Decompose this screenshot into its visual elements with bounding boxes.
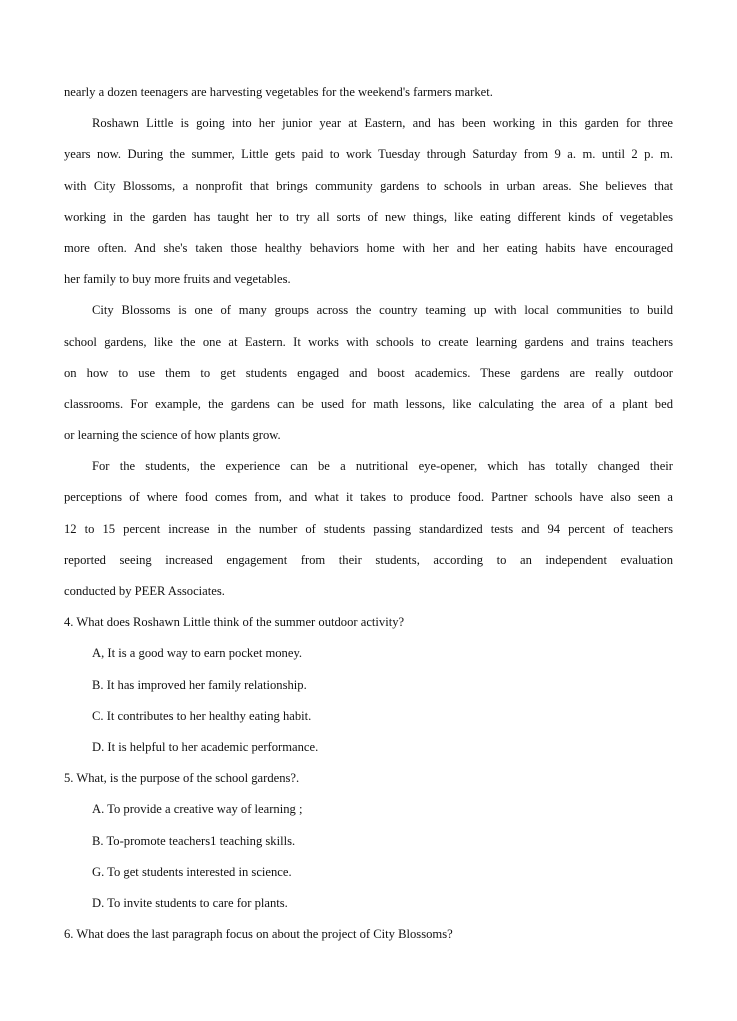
passage-line: years now. During the summer, Little gets paid to work Tuesday through Saturday from 9 a. m. until 2 p. m. [64,147,673,162]
passage-line: on how to use them to get students engaged and boost academics. These gardens are really outdoor [64,365,673,380]
question-text: 4. What does Roshawn Little think of the summer outdoor activity? [64,615,405,630]
question-5 [64,763,673,919]
passage-line: conducted by PEER Associates. [64,584,225,598]
passage-line: or learning the science of how plants grow. [64,428,281,443]
passage-line: 12 to 15 percent increase in the number of students passing standardized tests and 94 percent of teachers [64,521,673,536]
reading-passage [64,77,673,607]
passage-line: For the students, the experience can be a nutritional eye-opener, which has totally changed their [92,459,673,474]
document-page [64,77,673,950]
passage-line: more often. And she's taken those healthy behaviors home with her and her eating habits have encouraged [64,240,673,255]
answer-option-c: C. It contributes to her healthy eating habit. [92,708,312,723]
passage-line: reported seeing increased engagement from their students, according to an independent evaluation [64,552,673,567]
paragraph-2 [64,108,673,295]
question-4 [64,607,673,763]
answer-option-a: A, It is a good way to earn pocket money. [92,646,303,661]
answer-option-d: D. It is helpful to her academic performance. [92,739,319,754]
passage-line: City Blossoms is one of many groups across the country teaming up with local communities to build [92,303,673,318]
paragraph-4 [64,451,673,607]
passage-line: perceptions of where food comes from, and what it takes to produce food. Partner schools have also seen a [64,490,673,505]
answer-option-d: D. To invite students to care for plants. [92,895,288,910]
passage-line: her family to buy more fruits and vegetables. [64,272,291,287]
paragraph-3 [64,295,673,451]
question-text: 6. What does the last paragraph focus on about the project of City Blossoms? [64,927,453,942]
passage-line: school gardens, like the one at Eastern. It works with schools to create learning gardens and trains teachers [64,334,673,349]
question-text: 5. What, is the purpose of the school gardens?. [64,771,300,786]
passage-line: nearly a dozen teenagers are harvesting vegetables for the weekend's farmers market. [64,85,493,99]
answer-option-g: G. To get students interested in science. [92,864,292,879]
answer-option-a: A. To provide a creative way of learning ; [92,802,303,817]
passage-line: with City Blossoms, a nonprofit that brings community gardens to schools in urban areas. She believes that [64,178,673,193]
passage-line: classrooms. For example, the gardens can be used for math lessons, like calculating the area of a plant bed [64,396,673,411]
paragraph-1 [64,77,673,108]
question-6 [64,919,673,950]
answer-option-b: B. It has improved her family relationship. [92,677,307,692]
passage-line: Roshawn Little is going into her junior year at Eastern, and has been working in this garden for three [92,116,673,131]
answer-option-b: B. To-promote teachers1 teaching skills. [92,833,296,848]
passage-line: working in the garden has taught her to try all sorts of new things, like eating different kinds of vegetables [64,209,673,224]
